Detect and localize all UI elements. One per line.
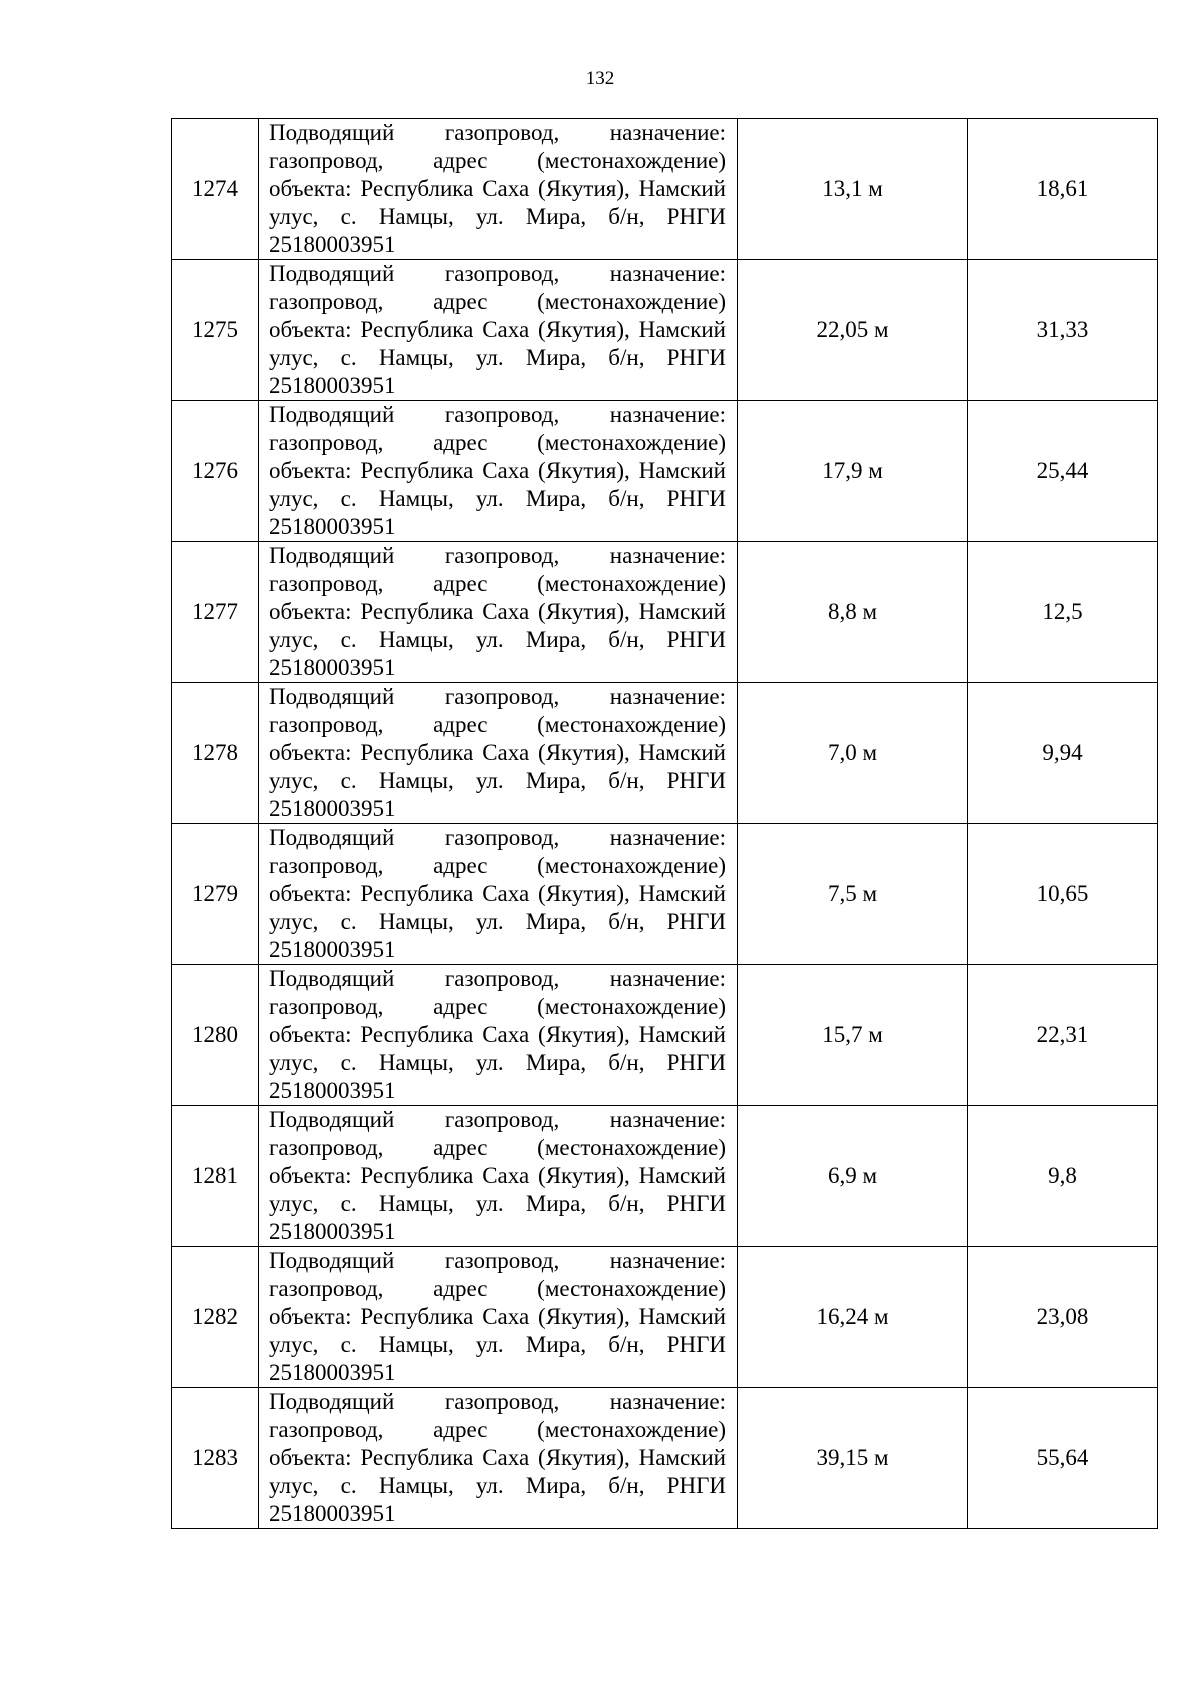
row-description-text: Подводящий газопровод, назначение: газопровод, адрес (местонахождение) объекта: Республика Саха (Якутия), Намский улус, с. Намцы, ул. Мира, б/н, РНГИ 25180003951	[269, 1389, 726, 1526]
row-number-cell: 1280	[172, 965, 259, 1106]
table-row	[172, 1106, 1158, 1247]
row-number-cell: 1282	[172, 1247, 259, 1388]
row-value-cell: 18,61	[968, 119, 1158, 260]
row-number-cell: 1281	[172, 1106, 259, 1247]
table-row	[172, 1247, 1158, 1388]
row-value-cell: 55,64	[968, 1388, 1158, 1529]
row-value-cell: 25,44	[968, 401, 1158, 542]
row-number-cell: 1277	[172, 542, 259, 683]
row-value-cell: 9,94	[968, 683, 1158, 824]
row-description-cell	[259, 119, 738, 260]
row-value-cell: 9,8	[968, 1106, 1158, 1247]
row-description-text: Подводящий газопровод, назначение: газопровод, адрес (местонахождение) объекта: Республика Саха (Якутия), Намский улус, с. Намцы, ул. Мира, б/н, РНГИ 25180003951	[269, 120, 726, 257]
row-length-cell: 7,0 м	[738, 683, 968, 824]
row-number-cell: 1275	[172, 260, 259, 401]
page-number: 132	[585, 68, 615, 89]
row-description-cell	[259, 1106, 738, 1247]
row-description-text: Подводящий газопровод, назначение: газопровод, адрес (местонахождение) объекта: Республика Саха (Якутия), Намский улус, с. Намцы, ул. Мира, б/н, РНГИ 25180003951	[269, 543, 726, 680]
row-length-cell: 39,15 м	[738, 1388, 968, 1529]
row-description-text: Подводящий газопровод, назначение: газопровод, адрес (местонахождение) объекта: Республика Саха (Якутия), Намский улус, с. Намцы, ул. Мира, б/н, РНГИ 25180003951	[269, 684, 726, 821]
table-row	[172, 824, 1158, 965]
row-length-cell: 15,7 м	[738, 965, 968, 1106]
table-row	[172, 260, 1158, 401]
row-description-text: Подводящий газопровод, назначение: газопровод, адрес (местонахождение) объекта: Республика Саха (Якутия), Намский улус, с. Намцы, ул. Мира, б/н, РНГИ 25180003951	[269, 966, 726, 1103]
row-description-text: Подводящий газопровод, назначение: газопровод, адрес (местонахождение) объекта: Республика Саха (Якутия), Намский улус, с. Намцы, ул. Мира, б/н, РНГИ 25180003951	[269, 402, 726, 539]
table-row	[172, 401, 1158, 542]
row-description-cell	[259, 542, 738, 683]
row-description-cell	[259, 824, 738, 965]
row-length-cell: 6,9 м	[738, 1106, 968, 1247]
row-description-cell	[259, 260, 738, 401]
row-length-cell: 7,5 м	[738, 824, 968, 965]
table-row	[172, 683, 1158, 824]
row-value-cell: 12,5	[968, 542, 1158, 683]
table-row	[172, 965, 1158, 1106]
row-description-cell	[259, 965, 738, 1106]
row-value-cell: 22,31	[968, 965, 1158, 1106]
row-description-cell	[259, 1247, 738, 1388]
row-number-cell: 1278	[172, 683, 259, 824]
row-number-cell: 1283	[172, 1388, 259, 1529]
row-description-text: Подводящий газопровод, назначение: газопровод, адрес (местонахождение) объекта: Республика Саха (Якутия), Намский улус, с. Намцы, ул. Мира, б/н, РНГИ 25180003951	[269, 825, 726, 962]
row-value-cell: 23,08	[968, 1247, 1158, 1388]
row-description-cell	[259, 1388, 738, 1529]
row-description-text: Подводящий газопровод, назначение: газопровод, адрес (местонахождение) объекта: Республика Саха (Якутия), Намский улус, с. Намцы, ул. Мира, б/н, РНГИ 25180003951	[269, 1107, 726, 1244]
table-row	[172, 1388, 1158, 1529]
row-description-text: Подводящий газопровод, назначение: газопровод, адрес (местонахождение) объекта: Республика Саха (Якутия), Намский улус, с. Намцы, ул. Мира, б/н, РНГИ 25180003951	[269, 1248, 726, 1385]
table-row	[172, 119, 1158, 260]
row-description-cell	[259, 401, 738, 542]
row-number-cell: 1276	[172, 401, 259, 542]
table-row	[172, 542, 1158, 683]
row-length-cell: 16,24 м	[738, 1247, 968, 1388]
row-description-cell	[259, 683, 738, 824]
row-number-cell: 1274	[172, 119, 259, 260]
row-number-cell: 1279	[172, 824, 259, 965]
row-length-cell: 8,8 м	[738, 542, 968, 683]
property-registry-table	[171, 118, 1158, 1529]
row-length-cell: 17,9 м	[738, 401, 968, 542]
row-value-cell: 10,65	[968, 824, 1158, 965]
row-description-text: Подводящий газопровод, назначение: газопровод, адрес (местонахождение) объекта: Республика Саха (Якутия), Намский улус, с. Намцы, ул. Мира, б/н, РНГИ 25180003951	[269, 261, 726, 398]
row-length-cell: 13,1 м	[738, 119, 968, 260]
row-value-cell: 31,33	[968, 260, 1158, 401]
row-length-cell: 22,05 м	[738, 260, 968, 401]
